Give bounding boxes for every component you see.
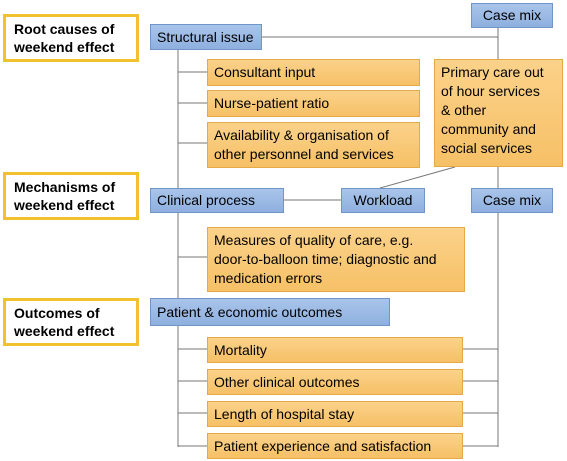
node-case-mix-top: Case mix: [471, 3, 553, 28]
node-mortality: Mortality: [207, 337, 463, 363]
node-structural-issue: Structural issue: [150, 24, 262, 50]
node-clinical-process: Clinical process: [150, 188, 284, 213]
stage-root-causes: Root causes of weekend effect: [3, 14, 139, 62]
node-consultant-input: Consultant input: [207, 59, 420, 86]
node-availability: Availability & organisation of other personnel and services: [207, 122, 420, 168]
node-length-of-stay: Length of hospital stay: [207, 401, 463, 427]
node-patient-economic: Patient & economic outcomes: [150, 298, 390, 326]
node-patient-experience: Patient experience and satisfaction: [207, 433, 463, 459]
node-case-mix-mid: Case mix: [471, 188, 553, 213]
node-measures-quality: Measures of quality of care, e.g. door-to-balloon time; diagnostic and medication errors: [207, 227, 465, 292]
node-nurse-patient-ratio: Nurse-patient ratio: [207, 90, 420, 117]
node-workload: Workload: [341, 188, 425, 213]
stage-mechanisms: Mechanisms of weekend effect: [3, 172, 139, 220]
node-primary-care: Primary care out of hour services & other community and social services: [434, 59, 563, 167]
node-other-clinical: Other clinical outcomes: [207, 369, 463, 395]
stage-outcomes: Outcomes of weekend effect: [3, 298, 139, 346]
connector-primary-workload: [380, 167, 455, 188]
